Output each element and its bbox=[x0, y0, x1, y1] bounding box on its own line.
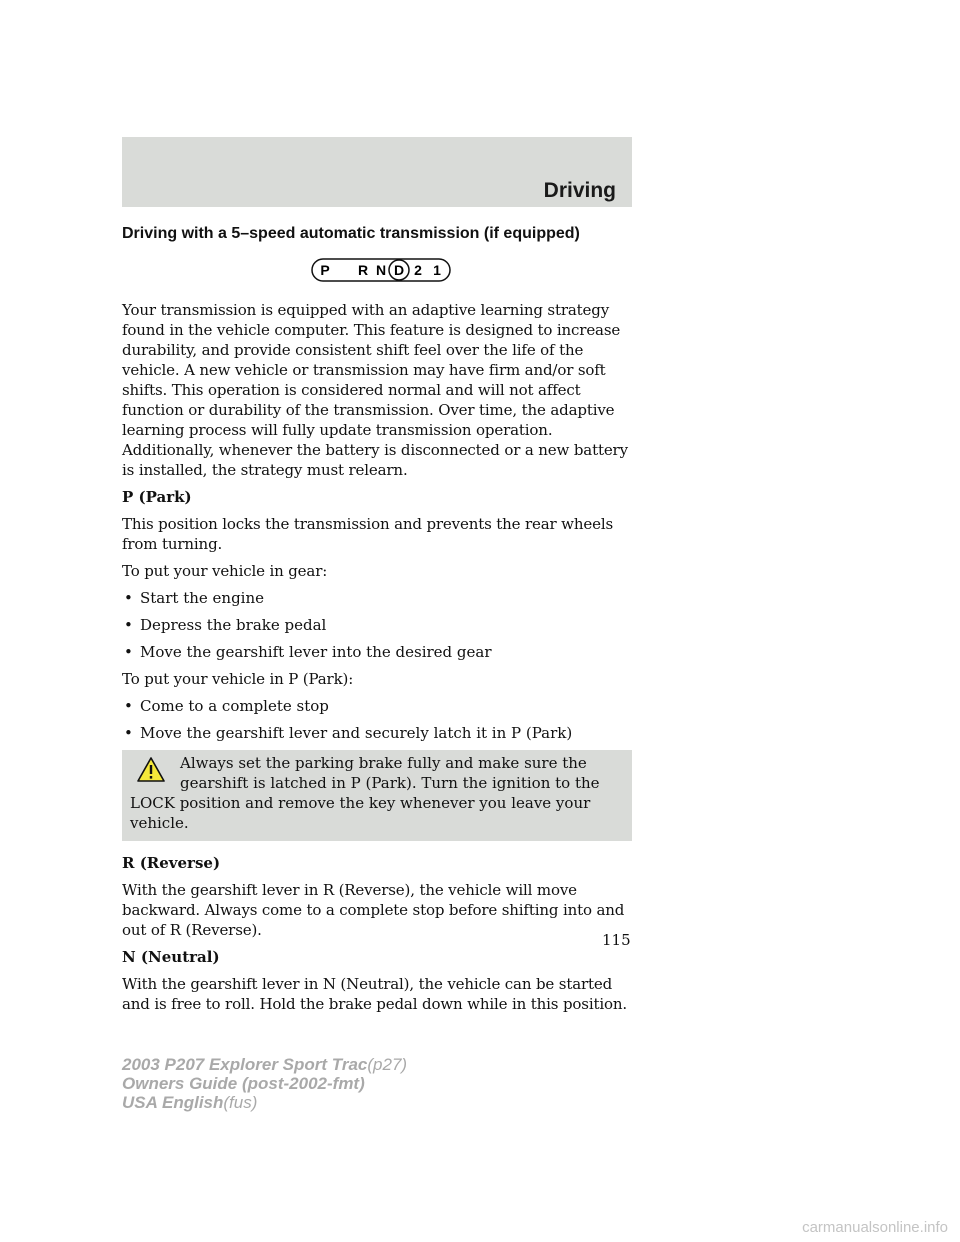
list-item bbox=[122, 723, 632, 743]
footer-language-code: (fus) bbox=[223, 1093, 258, 1112]
footer-model: 2003 P207 Explorer Sport Trac bbox=[122, 1055, 368, 1074]
gear-steps-list bbox=[122, 588, 632, 662]
bullet-icon: • bbox=[124, 616, 133, 634]
footer-line-2 bbox=[122, 1074, 407, 1093]
section-header-band bbox=[122, 137, 632, 207]
intro-paragraph: Your transmission is equipped with an adaptive learning strategy found in the vehicle computer. This feature is designed to increase durability, and provide consistent shift feel over the life of the vehicle. A new vehicle or transmission may have firm and/or soft shifts. This operation is considered normal and will not affect function or durability of the transmission. Over time, the adaptive learning process will fully update transmission operation. Additionally, whenever the battery is disconnected or a new battery is installed, the strategy must relearn. bbox=[122, 301, 628, 479]
footer-line-3 bbox=[122, 1093, 407, 1112]
warning-triangle-icon bbox=[136, 756, 166, 784]
park-heading: P (Park) bbox=[122, 488, 192, 506]
gear-letter-n: N bbox=[375, 262, 387, 278]
park-description: This position locks the transmission and prevents the rear wheels from turning. bbox=[122, 515, 614, 553]
warning-box bbox=[122, 750, 632, 841]
neutral-description: With the gearshift lever in N (Neutral), the vehicle can be started and is free to roll. Hold the brake pedal down while in this position. bbox=[122, 975, 628, 1013]
list-item bbox=[122, 696, 632, 716]
document-footer bbox=[122, 1055, 407, 1112]
page-content bbox=[122, 222, 632, 1021]
footer-line-1 bbox=[122, 1055, 407, 1074]
list-item bbox=[122, 642, 632, 662]
gear-letter-1: 1 bbox=[433, 262, 441, 278]
section-header-title: Driving bbox=[543, 179, 616, 202]
footer-guide: Owners Guide (post-2002-fmt) bbox=[122, 1074, 365, 1093]
list-item-text: Move the gearshift lever and securely latch it in P (Park) bbox=[140, 724, 573, 742]
list-item bbox=[122, 615, 632, 635]
page-number: 115 bbox=[602, 931, 631, 949]
park-steps-intro: To put your vehicle in P (Park): bbox=[122, 670, 354, 688]
gear-letter-p: P bbox=[320, 262, 330, 278]
reverse-description: With the gearshift lever in R (Reverse), the vehicle will move backward. Always come to a complete stop before shifting into and out of R (Reverse). bbox=[122, 881, 625, 939]
bullet-icon: • bbox=[124, 589, 133, 607]
section-heading: Driving with a 5–speed automatic transmission (if equipped) bbox=[122, 225, 580, 242]
list-item-text: Move the gearshift lever into the desired gear bbox=[140, 643, 492, 661]
list-item-text: Come to a complete stop bbox=[140, 697, 329, 715]
footer-model-code: (p27) bbox=[367, 1055, 408, 1074]
gear-letter-d: D bbox=[393, 262, 405, 278]
bullet-icon: • bbox=[124, 643, 133, 661]
list-item-text: Depress the brake pedal bbox=[140, 616, 327, 634]
footer-language: USA English bbox=[122, 1093, 224, 1112]
watermark-link[interactable]: carmanualsonline.info bbox=[802, 1219, 948, 1236]
list-item-text: Start the engine bbox=[140, 589, 265, 607]
gear-letter-2: 2 bbox=[414, 262, 422, 278]
bullet-icon: • bbox=[124, 697, 133, 715]
reverse-heading: R (Reverse) bbox=[122, 854, 221, 872]
warning-text: Always set the parking brake fully and make sure the gearshift is latched in P (Park). Turn the ignition to the LOCK position and remove the key whenever you leave your vehicle. bbox=[130, 754, 600, 832]
neutral-heading: N (Neutral) bbox=[122, 948, 220, 966]
gear-indicator-diagram bbox=[311, 256, 451, 284]
park-steps-list bbox=[122, 696, 632, 743]
bullet-icon: • bbox=[124, 724, 133, 742]
gear-steps-intro: To put your vehicle in gear: bbox=[122, 562, 328, 580]
list-item bbox=[122, 588, 632, 608]
gear-letter-r: R bbox=[357, 262, 369, 278]
